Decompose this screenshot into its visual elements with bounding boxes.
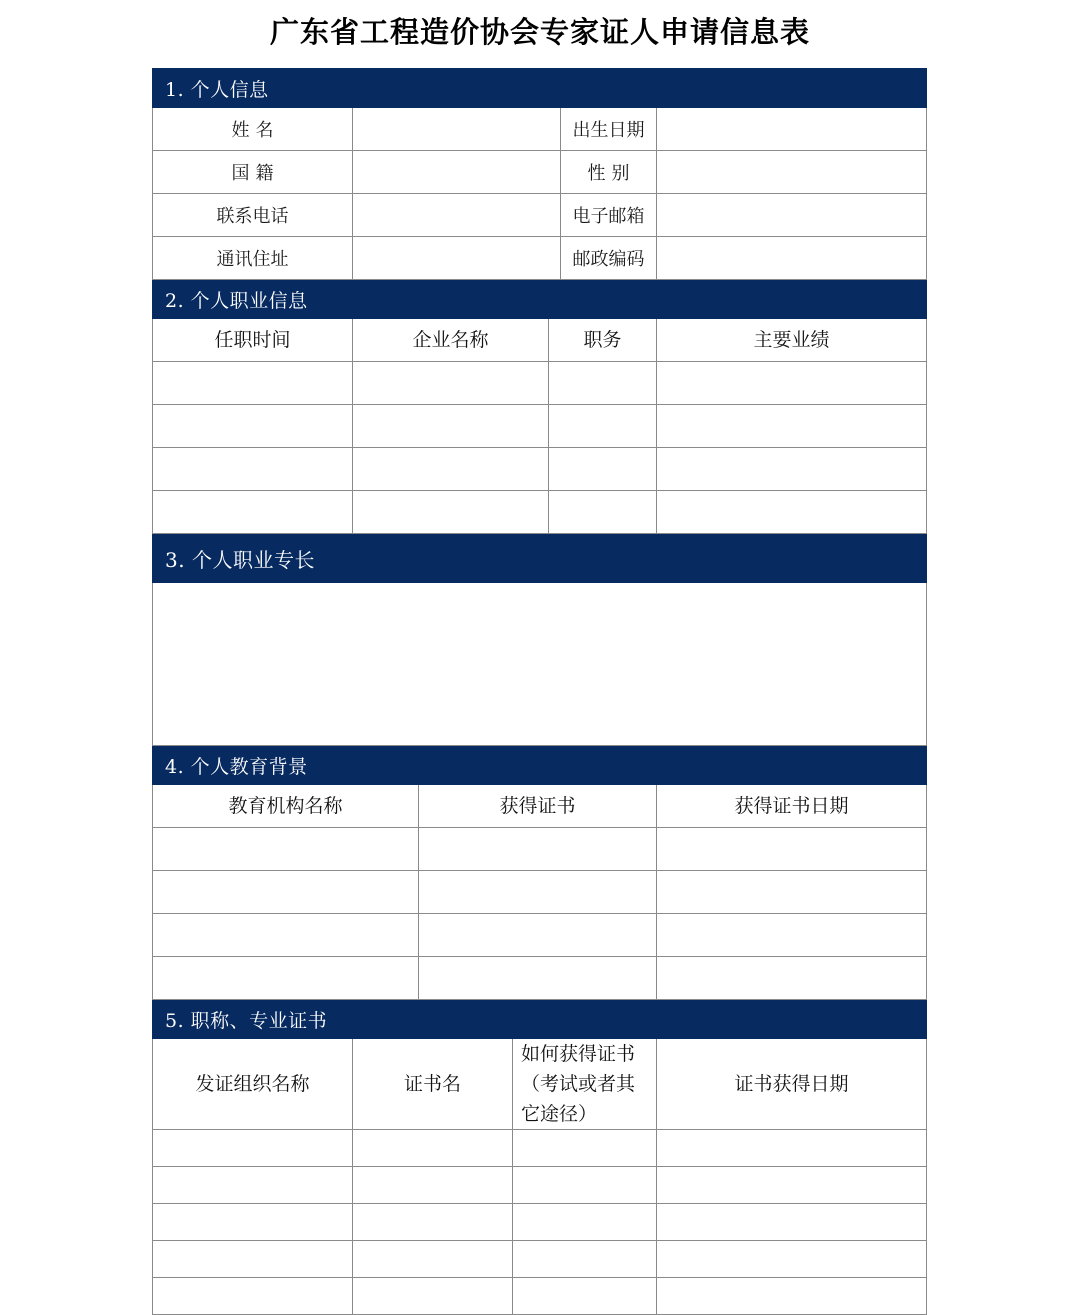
cell-issuing-organization[interactable] (153, 1278, 353, 1315)
cell-certificate-obtained[interactable] (419, 828, 657, 871)
cell-employment-period[interactable] (153, 362, 353, 405)
field-value-email[interactable] (657, 194, 927, 237)
table-row (153, 237, 927, 280)
cell-how-obtained[interactable] (513, 1167, 657, 1204)
cell-certificate-issue-date[interactable] (657, 1130, 927, 1167)
cell-how-obtained[interactable] (513, 1241, 657, 1278)
cell-issuing-organization[interactable] (153, 1241, 353, 1278)
column-header-certificate-name: 证书名 (353, 1039, 513, 1130)
table-row (153, 1204, 927, 1241)
column-header-issuing-organization: 发证组织名称 (153, 1039, 353, 1130)
table-row (153, 405, 927, 448)
column-header-row-education (153, 785, 927, 828)
table-row (153, 491, 927, 534)
table-row (153, 871, 927, 914)
column-header-position: 职务 (549, 319, 657, 362)
column-header-main-achievements: 主要业绩 (657, 319, 927, 362)
cell-company-name[interactable] (353, 491, 549, 534)
table-row (153, 151, 927, 194)
table-row (153, 583, 927, 746)
table-row (153, 1130, 927, 1167)
field-label-nationality: 国籍 (153, 151, 353, 194)
cell-certificate-name[interactable] (353, 1130, 513, 1167)
section-header-row-education (153, 746, 927, 785)
cell-certificate-obtained[interactable] (419, 957, 657, 1000)
cell-main-achievements[interactable] (657, 491, 927, 534)
cell-certificate-obtained[interactable] (419, 914, 657, 957)
cell-certificate-issue-date[interactable] (657, 1278, 927, 1315)
table-row (153, 448, 927, 491)
cell-certificate-issue-date[interactable] (657, 1167, 927, 1204)
field-label-postal-code: 邮政编码 (561, 237, 657, 280)
field-label-address: 通讯住址 (153, 237, 353, 280)
cell-certificate-issue-date[interactable] (657, 1241, 927, 1278)
field-value-nationality[interactable] (353, 151, 561, 194)
section-header-row-personal-info (153, 69, 927, 108)
cell-institution-name[interactable] (153, 871, 419, 914)
cell-certificate-issue-date[interactable] (657, 1204, 927, 1241)
table-row (153, 362, 927, 405)
cell-certificate-name[interactable] (353, 1278, 513, 1315)
cell-main-achievements[interactable] (657, 362, 927, 405)
cell-employment-period[interactable] (153, 405, 353, 448)
cell-certificate-name[interactable] (353, 1241, 513, 1278)
column-header-row-certificates (153, 1039, 927, 1130)
field-value-name[interactable] (353, 108, 561, 151)
cell-certificate-date[interactable] (657, 871, 927, 914)
field-label-email: 电子邮箱 (561, 194, 657, 237)
field-label-phone: 联系电话 (153, 194, 353, 237)
cell-issuing-organization[interactable] (153, 1167, 353, 1204)
field-value-phone[interactable] (353, 194, 561, 237)
cell-employment-period[interactable] (153, 491, 353, 534)
specialty-textarea[interactable] (153, 583, 927, 746)
section-heading-personal-info: 1. 个人信息 (153, 69, 927, 108)
expert-witness-application-form (152, 68, 927, 1315)
cell-issuing-organization[interactable] (153, 1204, 353, 1241)
field-label-gender: 性别 (561, 151, 657, 194)
column-header-how-obtained: 如何获得证书（考试或者其它途径） (513, 1039, 657, 1130)
cell-company-name[interactable] (353, 405, 549, 448)
table-row (153, 1278, 927, 1315)
section-heading-career-info: 2. 个人职业信息 (153, 280, 927, 319)
cell-company-name[interactable] (353, 448, 549, 491)
table-row (153, 828, 927, 871)
column-header-employment-period: 任职时间 (153, 319, 353, 362)
table-row (153, 1241, 927, 1278)
column-header-certificate-date: 获得证书日期 (657, 785, 927, 828)
section-heading-certificates: 5. 职称、专业证书 (153, 1000, 927, 1039)
section-header-row-specialty (153, 534, 927, 583)
cell-position[interactable] (549, 448, 657, 491)
cell-company-name[interactable] (353, 362, 549, 405)
column-header-certificate-issue-date: 证书获得日期 (657, 1039, 927, 1130)
cell-certificate-date[interactable] (657, 914, 927, 957)
field-label-name: 姓名 (153, 108, 353, 151)
column-header-certificate-obtained: 获得证书 (419, 785, 657, 828)
cell-how-obtained[interactable] (513, 1130, 657, 1167)
table-row (153, 108, 927, 151)
cell-how-obtained[interactable] (513, 1278, 657, 1315)
table-row (153, 1167, 927, 1204)
field-value-address[interactable] (353, 237, 561, 280)
cell-employment-period[interactable] (153, 448, 353, 491)
cell-main-achievements[interactable] (657, 405, 927, 448)
section-header-row-certificates (153, 1000, 927, 1039)
column-header-company-name: 企业名称 (353, 319, 549, 362)
table-row (153, 914, 927, 957)
field-value-gender[interactable] (657, 151, 927, 194)
cell-certificate-date[interactable] (657, 957, 927, 1000)
field-value-postal-code[interactable] (657, 237, 927, 280)
section-header-row-career-info (153, 280, 927, 319)
cell-certificate-date[interactable] (657, 828, 927, 871)
cell-position[interactable] (549, 362, 657, 405)
cell-how-obtained[interactable] (513, 1204, 657, 1241)
column-header-institution-name: 教育机构名称 (153, 785, 419, 828)
cell-position[interactable] (549, 491, 657, 534)
cell-position[interactable] (549, 405, 657, 448)
cell-issuing-organization[interactable] (153, 1130, 353, 1167)
cell-institution-name[interactable] (153, 828, 419, 871)
column-header-row-career (153, 319, 927, 362)
cell-certificate-name[interactable] (353, 1204, 513, 1241)
cell-institution-name[interactable] (153, 914, 419, 957)
cell-institution-name[interactable] (153, 957, 419, 1000)
section-heading-specialty: 3. 个人职业专长 (153, 534, 927, 583)
page-title: 广东省工程造价协会专家证人申请信息表 (269, 15, 810, 49)
cell-certificate-name[interactable] (353, 1167, 513, 1204)
field-value-birth-date[interactable] (657, 108, 927, 151)
field-label-birth-date: 出生日期 (561, 108, 657, 151)
table-row (153, 194, 927, 237)
cell-certificate-obtained[interactable] (419, 871, 657, 914)
cell-main-achievements[interactable] (657, 448, 927, 491)
table-row (153, 957, 927, 1000)
section-heading-education: 4. 个人教育背景 (153, 746, 927, 785)
